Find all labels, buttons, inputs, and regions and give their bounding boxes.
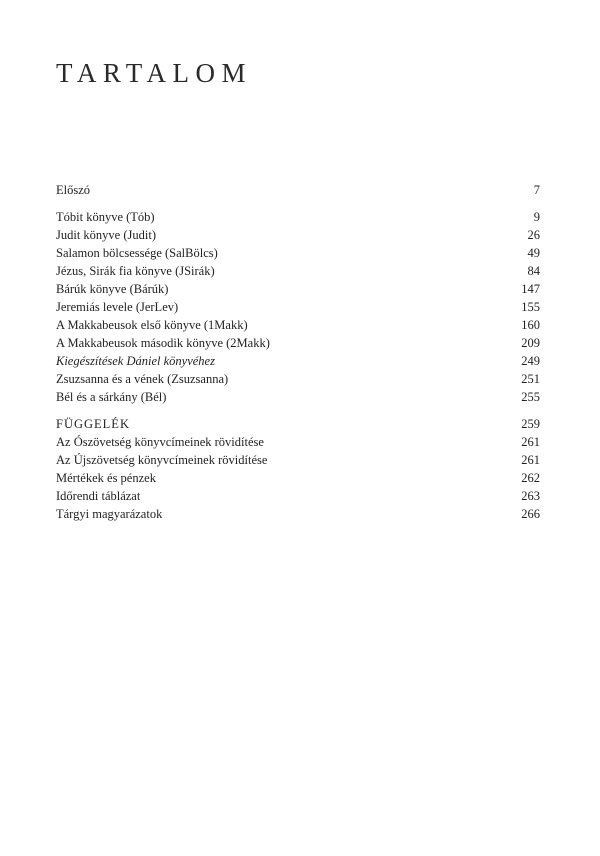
toc-entry-label: FÜGGELÉK	[56, 417, 130, 431]
toc-entry-page: 259	[521, 417, 540, 431]
toc-entry-page: 262	[521, 471, 540, 485]
toc-entry	[56, 298, 540, 316]
toc-entry-page: 147	[521, 282, 540, 296]
toc-entry-label: Az Ószövetség könyvcímeinek rövidítése	[56, 435, 264, 449]
toc-entry	[56, 505, 540, 523]
toc-entry	[56, 433, 540, 451]
toc-entry-label: Salamon bölcsessége (SalBölcs)	[56, 246, 218, 260]
toc-entry-page: 49	[527, 246, 540, 260]
toc-entry-label: Jézus, Sirák fia könyve (JSirák)	[56, 264, 215, 278]
toc-entry-page: 255	[521, 390, 540, 404]
toc-entry-page: 263	[521, 489, 540, 503]
toc-entry	[56, 388, 540, 406]
toc-entry-page: 266	[521, 507, 540, 521]
toc-entry-label: Bél és a sárkány (Bél)	[56, 390, 167, 404]
toc-entry	[56, 451, 540, 469]
toc-entry	[56, 469, 540, 487]
toc-entry-label: Időrendi táblázat	[56, 489, 141, 503]
section-spacer	[56, 199, 540, 208]
toc-entry-page: 26	[527, 228, 540, 242]
toc-entry-page: 7	[533, 183, 540, 197]
toc-entry	[56, 226, 540, 244]
toc-entry-page: 155	[521, 300, 540, 314]
toc-entry	[56, 262, 540, 280]
toc-entry-label: Zsuzsanna és a vének (Zsuzsanna)	[56, 372, 229, 386]
section-spacer	[56, 406, 540, 415]
toc-entry	[56, 316, 540, 334]
toc-section-heading	[56, 415, 540, 433]
toc-entry-page: 84	[527, 264, 540, 278]
toc-entry	[56, 280, 540, 298]
toc-entry-label: Az Újszövetség könyvcímeinek rövidítése	[56, 453, 268, 467]
toc-entry-page: 249	[521, 354, 540, 368]
toc-entry-label: A Makkabeusok első könyve (1Makk)	[56, 318, 248, 332]
toc-entry	[56, 370, 540, 388]
toc-entry	[56, 181, 540, 199]
toc-entry-page: 9	[533, 210, 540, 224]
toc-entry	[56, 487, 540, 505]
toc-entry-label: Előszó	[56, 183, 91, 197]
toc-entry-page: 160	[521, 318, 540, 332]
toc-entry-page: 261	[521, 453, 540, 467]
toc-entry-label: A Makkabeusok második könyve (2Makk)	[56, 336, 270, 350]
toc-entry-page: 251	[521, 372, 540, 386]
toc-entry-label: Mértékek és pénzek	[56, 471, 156, 485]
toc-entry-label: Tóbit könyve (Tób)	[56, 210, 155, 224]
toc-entry	[56, 334, 540, 352]
toc-entry-page: 209	[521, 336, 540, 350]
table-of-contents	[56, 181, 540, 523]
toc-entry	[56, 244, 540, 262]
toc-entry-label: Jeremiás levele (JerLev)	[56, 300, 179, 314]
toc-entry-page: 261	[521, 435, 540, 449]
toc-entry-label: Bárúk könyve (Bárúk)	[56, 282, 169, 296]
toc-entry-label: Judit könyve (Judit)	[56, 228, 156, 242]
page-title: TARTALOM	[56, 58, 253, 88]
toc-entry	[56, 352, 540, 370]
toc-entry	[56, 208, 540, 226]
toc-entry-label: Tárgyi magyarázatok	[56, 507, 163, 521]
toc-entry-label: Kiegészítések Dániel könyvéhez	[56, 354, 215, 368]
